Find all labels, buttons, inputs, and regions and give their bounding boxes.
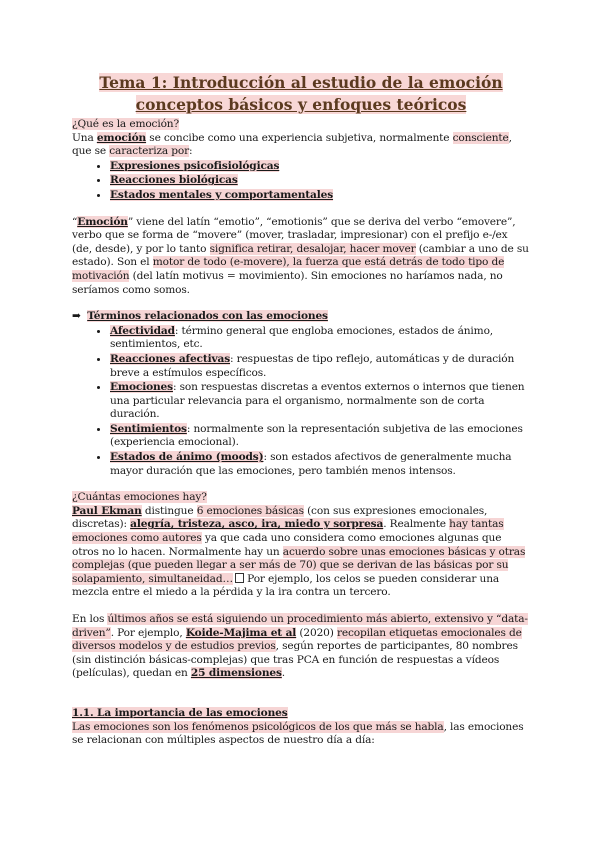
list-item: • Reacciones afectivas: respuestas de tipo reflejo, automáticas y de duración breve a estímulos específicos. bbox=[110, 352, 530, 380]
etymology-paragraph: “Emoción” viene del latín “emotio”, “emotionis” que se deriva del verbo “emovere”, verbo que se forma de “movere” (mover, trasladar, impresionar) con el prefijo e-/ex (de, desde), y por lo tanto significa retirar, desalojar, hacer mover (cambiar a uno de su estado). Son el motor de todo (e-movere), la fuerza que está detrás de todo tipo de motivación (del latín motivus = movimiento). Sin emociones no haríamos nada, no seríamos como somos. bbox=[72, 215, 529, 296]
list-item: • Estados de ánimo (moods): son estados afectivos de generalmente mucha mayor duración que las emociones, pero también menos intensos. bbox=[110, 450, 530, 478]
title-line-1: Tema 1: Introducción al estudio de la emoción bbox=[99, 73, 503, 92]
characteristics-list bbox=[72, 159, 530, 203]
list-item: • Expresiones psicofisiológicas bbox=[110, 159, 530, 174]
section-paragraph: Las emociones son los fenómenos psicológicos de los que más se habla, las emociones se relacionan con múltiples aspectos de nuestro día a día: bbox=[72, 720, 524, 747]
count-question: ¿Cuántas emociones hay? bbox=[72, 491, 207, 504]
list-item: • Afectividad: término general que engloba emociones, estados de ánimo, sentimientos, etc. bbox=[110, 324, 530, 352]
list-item: • Estados mentales y comportamentales bbox=[110, 188, 530, 203]
intro-question: ¿Qué es la emoción? bbox=[72, 118, 180, 130]
terms-heading: ➡ Términos relacionados con las emociones bbox=[72, 310, 328, 323]
section-heading: 1.1. La importancia de las emociones bbox=[72, 706, 288, 719]
checkbox-glyph-icon bbox=[235, 573, 244, 583]
document-title bbox=[72, 72, 530, 116]
title-line-2: conceptos básicos y enfoques teóricos bbox=[135, 95, 467, 114]
list-item: • Sentimientos: normalmente son la representación subjetiva de las emociones (experiencia emocional). bbox=[110, 422, 530, 450]
terms-list bbox=[72, 324, 530, 479]
count-paragraph: Paul Ekman distingue 6 emociones básicas (con sus expresiones emocionales, discretas): alegría, tristeza, asco, ira, miedo y sorpresa. Realmente hay tantas emociones como autores ya que cada uno considera como emociones algunas que otros no lo hacen. Normalmente hay un acuerdo sobre unas emociones básicas y otras complejas (que pueden llegar a ser más de 70) que se derivan de las básicas por su solapamiento, simultaneidad… Por ejemplo, los celos se pueden considerar una mezcla entre el miedo a la pérdida y la ira contra un tercero. bbox=[72, 504, 526, 599]
intro-paragraph: Una emoción se concibe como una experiencia subjetiva, normalmente consciente, que se caracteriza por: bbox=[72, 131, 512, 158]
arrow-icon: ➡ bbox=[72, 310, 81, 323]
recent-paragraph: En los últimos años se está siguiendo un procedimiento más abierto, extensivo y “data-driven”. Por ejemplo, Koide-Majima et al (2020) recopilan etiquetas emocionales de diversos modelos y de estudios previos, según reportes de participantes, 80 nombres (sin distinción básicas-complejas) que tras PCA en función de respuestas a vídeos (películas), quedan en 25 dimensiones. bbox=[72, 613, 528, 680]
list-item: • Reacciones biológicas bbox=[110, 173, 530, 188]
list-item: • Emociones: son respuestas discretas a eventos externos o internos que tienen una particular relevancia para el organismo, normalmente son de corta duración. bbox=[110, 380, 530, 422]
